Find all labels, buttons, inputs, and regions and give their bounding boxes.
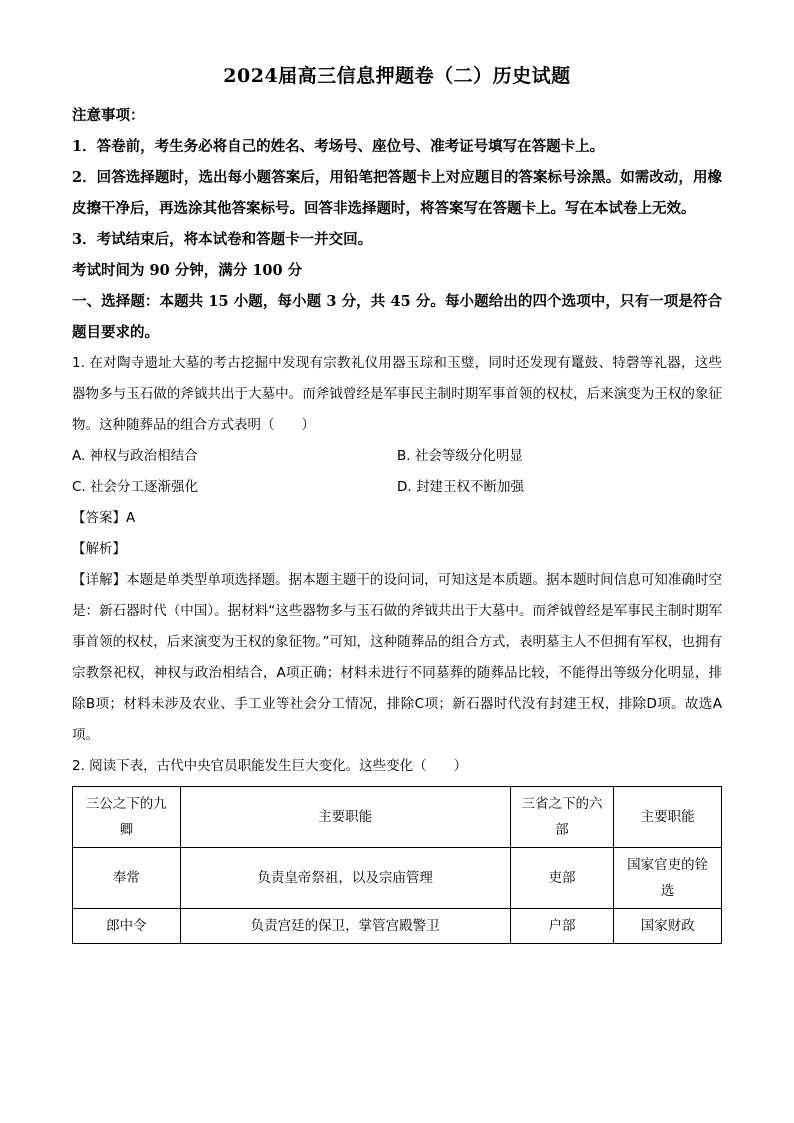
notice-item: 1．答卷前，考生务必将自己的姓名、考场号、座位号、准考证号填写在答题卡上。 <box>72 138 605 155</box>
detail-explanation: 【详解】本题是单类型单项选择题。据本题主题干的设问词，可知这是本质题。据本题时间信息可知准确时空是：新石器时代（中国）。据材料“这些器物多与玉石做的斧钺共出于大墓中。而斧钺曾经是军事民主制时期军事首领的权杖，后来演变为王权的象征物。”可知，这种随葬品的组合方式，表明墓主人不但拥有军权，也拥有宗教祭祀权，神权与政治相结合，A项正确；材料未进行不同墓葬的随葬品比较，不能得出等级分化明显，排除B项；材料未涉及农业、手工业等社会分工情况，排除C项；新石器时代没有封建王权，排除D项。故选A项。 <box>72 572 722 743</box>
exam-page <box>72 62 722 944</box>
option-b: B. 社会等级分化明显 <box>397 448 523 464</box>
question-1-options <box>72 441 722 503</box>
table-cell: 负责宫廷的保卫，掌管宫殿警卫 <box>180 909 510 944</box>
page-title: 2024届高三信息押题卷（二）历史试题 <box>223 65 571 87</box>
table-cell: 吏部 <box>510 848 614 909</box>
table-cell: 国家财政 <box>614 909 722 944</box>
table-header-cell: 主要职能 <box>180 787 510 848</box>
table-row <box>73 848 722 909</box>
table-cell: 郎中令 <box>73 909 181 944</box>
exam-time: 考试时间为 90 分钟，满分 100 分 <box>72 262 303 279</box>
table-cell: 国家官吏的铨选 <box>614 848 722 909</box>
option-c: C. 社会分工逐渐强化 <box>72 479 199 495</box>
table-row <box>73 909 722 944</box>
notice-item: 2．回答选择题时，选出每小题答案后，用铅笔把答题卡上对应题目的答案标号涂黑。如需改动，用橡皮擦干净后，再选涂其他答案标号。回答非选择题时，将答案写在答题卡上。写在本试卷上无效。 <box>72 169 722 217</box>
option-a: A. 神权与政治相结合 <box>72 448 198 464</box>
table-header-cell: 三省之下的六部 <box>510 787 614 848</box>
table-header-cell: 三公之下的九卿 <box>73 787 181 848</box>
question-2-table-wrap <box>72 786 722 944</box>
notice-heading: 注意事项： <box>72 107 145 124</box>
notice-item: 3．考试结束后，将本试卷和答题卡一并交回。 <box>72 231 373 248</box>
table-cell: 奉常 <box>73 848 181 909</box>
table-header-row <box>73 787 722 848</box>
answer-line <box>72 503 722 534</box>
table-cell: 负责皇帝祭祖，以及宗庙管理 <box>180 848 510 909</box>
answer-value: A <box>126 510 136 526</box>
question-1-stem: 1. 在对陶寺遗址大墓的考古挖掘中发现有宗教礼仪用器玉琮和玉璧，同时还发现有鼍鼓、特磬等礼器，这些器物多与玉石做的斧钺共出于大墓中。而斧钺曾经是军事民主制时期军事首领的权杖，后来演变为王权的象征物。这种随葬品的组合方式表明（ ） <box>72 355 722 433</box>
table-cell: 户部 <box>510 909 614 944</box>
option-d: D. 封建王权不断加强 <box>397 479 524 495</box>
table-header-cell: 主要职能 <box>614 787 722 848</box>
answer-tag: 【答案】 <box>72 510 126 526</box>
question-2-table <box>72 786 722 944</box>
question-2-stem: 2. 阅读下表，古代中央官员职能发生巨大变化。这些变化（ ） <box>72 758 468 774</box>
section-heading: 一、选择题：本题共 15 小题，每小题 3 分，共 45 分。每小题给出的四个选项中，只有一项是符合题目要求的。 <box>72 293 722 341</box>
analysis-tag: 【解析】 <box>72 541 126 557</box>
